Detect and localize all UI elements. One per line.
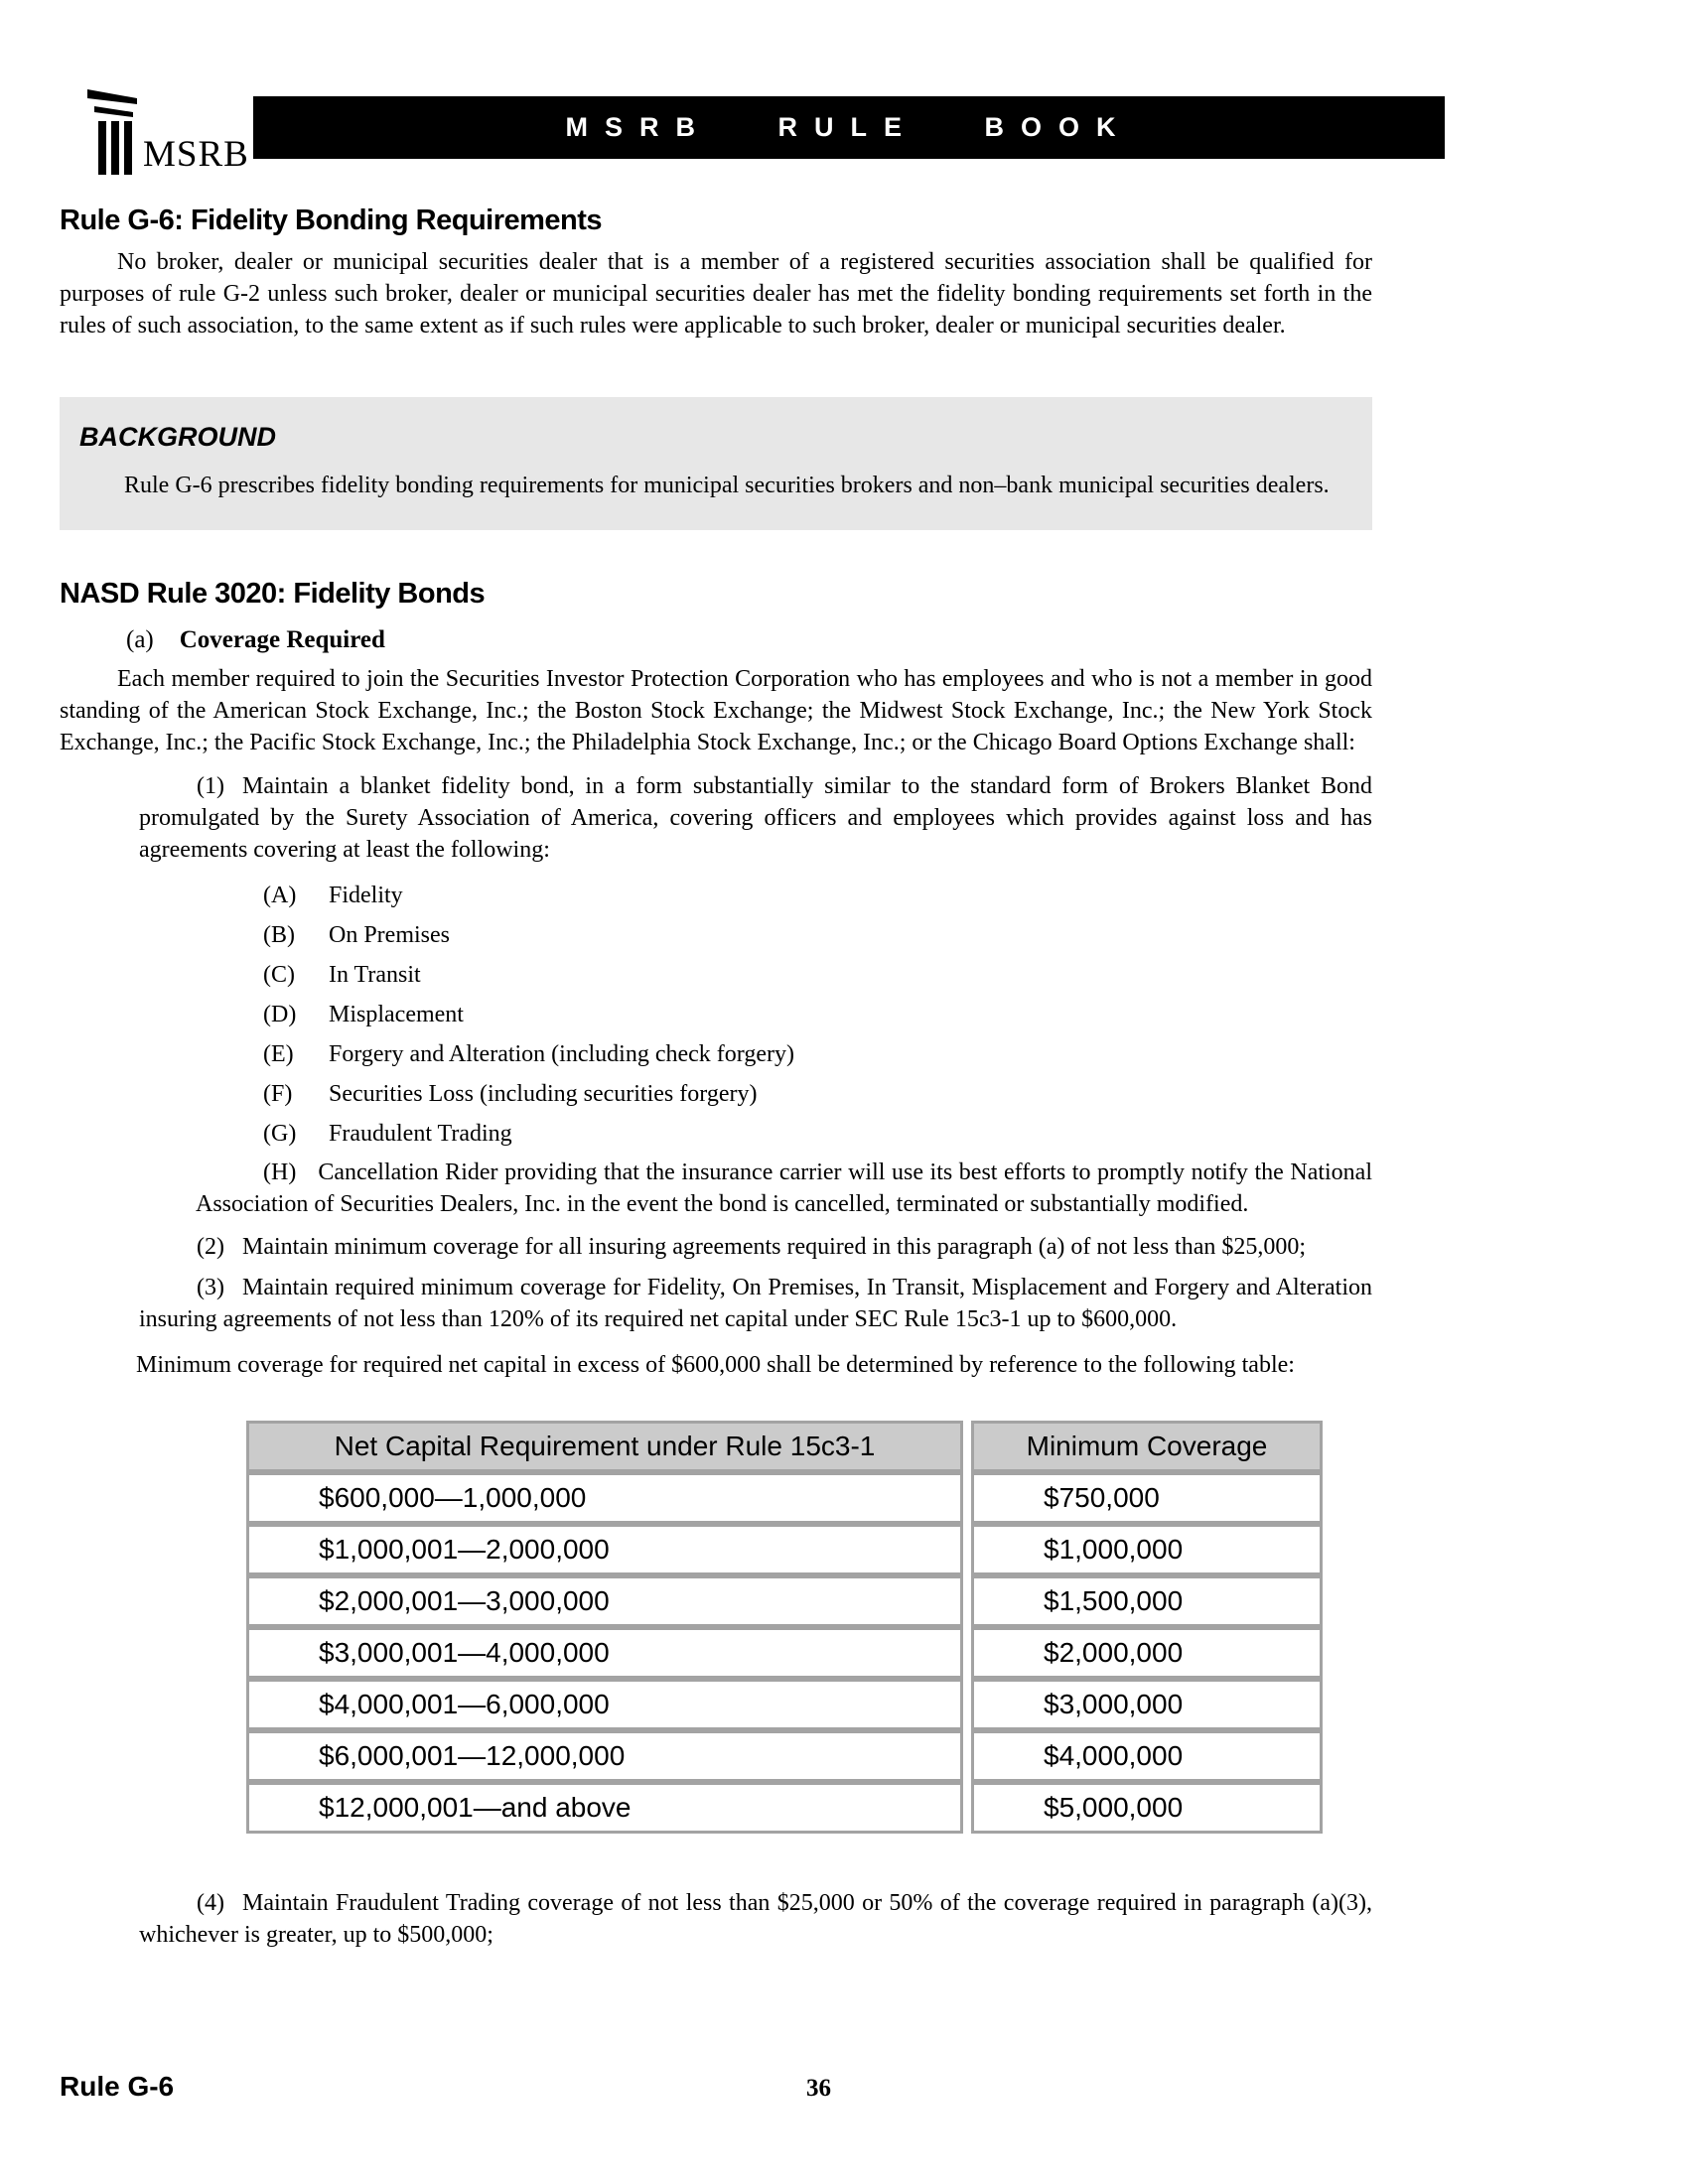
list-item-text: Misplacement bbox=[329, 1002, 464, 1027]
list-item-text: Forgery and Alteration (including check forgery) bbox=[329, 1041, 794, 1067]
item-1-text: Maintain a blanket fidelity bond, in a form substantially similar to the standard form of Brokers Blanket Bond promulgated by the Surety Association of America, covering officers and employees which provides against loss and has agreements covering at least the following: bbox=[139, 773, 1372, 863]
list-item-text: Securities Loss (including securities forgery) bbox=[329, 1081, 758, 1107]
item-1-label: (1) bbox=[197, 773, 224, 799]
coverage-table bbox=[238, 1421, 1331, 1834]
table-header-row bbox=[246, 1421, 1323, 1472]
minimum-coverage-cell: $750,000 bbox=[971, 1472, 1323, 1524]
background-text: Rule G-6 prescribes fidelity bonding requirements for municipal securities brokers and non–bank municipal securities dealers. bbox=[124, 473, 1330, 498]
list-item-text: In Transit bbox=[329, 962, 421, 988]
intro-paragraph: No broker, dealer or municipal securities dealer that is a member of a registered securities association shall be qualified for purposes of rule G-2 unless such broker, dealer or municipal securities dealer has met the fidelity bonding requirements set forth in the rules of such association, to the same extent as if such rules were applicable to such broker, dealer or municipal securities dealer. bbox=[60, 249, 1372, 339]
item-2-paragraph bbox=[139, 1231, 1372, 1263]
table-row bbox=[246, 1575, 1323, 1627]
minimum-coverage-cell: $2,000,000 bbox=[971, 1627, 1323, 1679]
item-3-paragraph bbox=[139, 1272, 1372, 1335]
list-item-text: On Premises bbox=[329, 922, 450, 948]
table-row bbox=[246, 1524, 1323, 1575]
page-title: Rule G-6: Fidelity Bonding Requirements bbox=[60, 205, 603, 236]
list-item bbox=[263, 995, 1372, 1034]
section-a-intro: Each member required to join the Securities Investor Protection Corporation who has employees and who is not a member in good standing of the American Stock Exchange, Inc.; the Boston Stock Exchange; the Midwest Stock Exchange, Inc.; the New York Stock Exchange, Inc.; the Pacific Stock Exchange, Inc.; the Philadelphia Stock Exchange, Inc.; or the Chicago Board Options Exchange shall: bbox=[60, 666, 1372, 755]
list-item bbox=[263, 876, 1372, 915]
item-3-text: Maintain required minimum coverage for Fidelity, On Premises, In Transit, Misplacement and Forgery and Alteration insuring agreements of not less than 120% of its required net capital under SEC Rule 15c3-1 up to $600,000. bbox=[139, 1275, 1372, 1332]
page-content bbox=[60, 0, 1372, 1951]
table-row bbox=[246, 1627, 1323, 1679]
minimum-coverage-cell: $4,000,000 bbox=[971, 1730, 1323, 1782]
list-item-label: (D) bbox=[263, 1002, 297, 1027]
msrb-logo-text: MSRB bbox=[143, 134, 249, 175]
list-item-label: (F) bbox=[263, 1081, 293, 1107]
list-item bbox=[263, 1034, 1372, 1074]
list-item-text: Fidelity bbox=[329, 883, 403, 908]
net-capital-cell: $4,000,001—6,000,000 bbox=[246, 1679, 963, 1730]
nasd-rule-heading: NASD Rule 3020: Fidelity Bonds bbox=[60, 578, 486, 610]
net-capital-cell: $2,000,001—3,000,000 bbox=[246, 1575, 963, 1627]
table-row bbox=[246, 1679, 1323, 1730]
table-header-minimum-coverage: Minimum Coverage bbox=[971, 1421, 1323, 1472]
minimum-coverage-cell: $1,500,000 bbox=[971, 1575, 1323, 1627]
table-row bbox=[246, 1730, 1323, 1782]
net-capital-cell: $600,000—1,000,000 bbox=[246, 1472, 963, 1524]
net-capital-cell: $1,000,001—2,000,000 bbox=[246, 1524, 963, 1575]
net-capital-cell: $3,000,001—4,000,000 bbox=[246, 1627, 963, 1679]
minimum-coverage-cell: $5,000,000 bbox=[971, 1782, 1323, 1834]
section-a-heading bbox=[126, 623, 1372, 657]
minimum-coverage-cell: $3,000,000 bbox=[971, 1679, 1323, 1730]
item-h-paragraph bbox=[196, 1157, 1372, 1220]
item-h-label: (H) bbox=[263, 1160, 297, 1185]
list-item-label: (C) bbox=[263, 962, 295, 988]
item-4-paragraph bbox=[139, 1887, 1372, 1951]
list-item bbox=[263, 915, 1372, 955]
page-number: 36 bbox=[806, 2075, 831, 2102]
net-capital-cell: $6,000,001—12,000,000 bbox=[246, 1730, 963, 1782]
item-2-label: (2) bbox=[197, 1234, 224, 1260]
section-a-title: Coverage Required bbox=[179, 626, 385, 653]
item-4-text: Maintain Fraudulent Trading coverage of not less than $25,000 or 50% of the coverage required in paragraph (a)(3), whichever is greater, up to $500,000; bbox=[139, 1890, 1372, 1948]
list-item-text: Fraudulent Trading bbox=[329, 1121, 512, 1147]
section-a-label: (a) bbox=[126, 626, 154, 653]
table-row bbox=[246, 1782, 1323, 1834]
coverage-list bbox=[263, 876, 1372, 1154]
item-1-paragraph bbox=[139, 770, 1372, 866]
minimum-coverage-cell: $1,000,000 bbox=[971, 1524, 1323, 1575]
minimum-coverage-note: Minimum coverage for required net capital in excess of $600,000 shall be determined by reference to the following table: bbox=[136, 1352, 1295, 1378]
list-item-label: (B) bbox=[263, 922, 295, 948]
item-2-text: Maintain minimum coverage for all insuring agreements required in this paragraph (a) of not less than $25,000; bbox=[241, 1234, 1307, 1260]
item-4-label: (4) bbox=[197, 1890, 224, 1916]
list-item-label: (E) bbox=[263, 1041, 294, 1067]
list-item bbox=[263, 1114, 1372, 1154]
table-header-net-capital: Net Capital Requirement under Rule 15c3-1 bbox=[246, 1421, 963, 1472]
background-heading: BACKGROUND bbox=[79, 422, 276, 452]
item-h-text: Cancellation Rider providing that the insurance carrier will use its best efforts to promptly notify the National Association of Securities Dealers, Inc. in the event the bond is cancelled, terminated or substantially modified. bbox=[196, 1160, 1372, 1217]
net-capital-cell: $12,000,001—and above bbox=[246, 1782, 963, 1834]
list-item bbox=[263, 955, 1372, 995]
table-row bbox=[246, 1472, 1323, 1524]
list-item bbox=[263, 1074, 1372, 1114]
list-item-label: (A) bbox=[263, 883, 297, 908]
list-item-label: (G) bbox=[263, 1121, 297, 1147]
banner-title: MSRB RULE BOOK bbox=[565, 112, 1133, 142]
background-box bbox=[60, 397, 1372, 530]
footer-rule-label: Rule G-6 bbox=[60, 2071, 175, 2102]
item-3-label: (3) bbox=[197, 1275, 224, 1300]
